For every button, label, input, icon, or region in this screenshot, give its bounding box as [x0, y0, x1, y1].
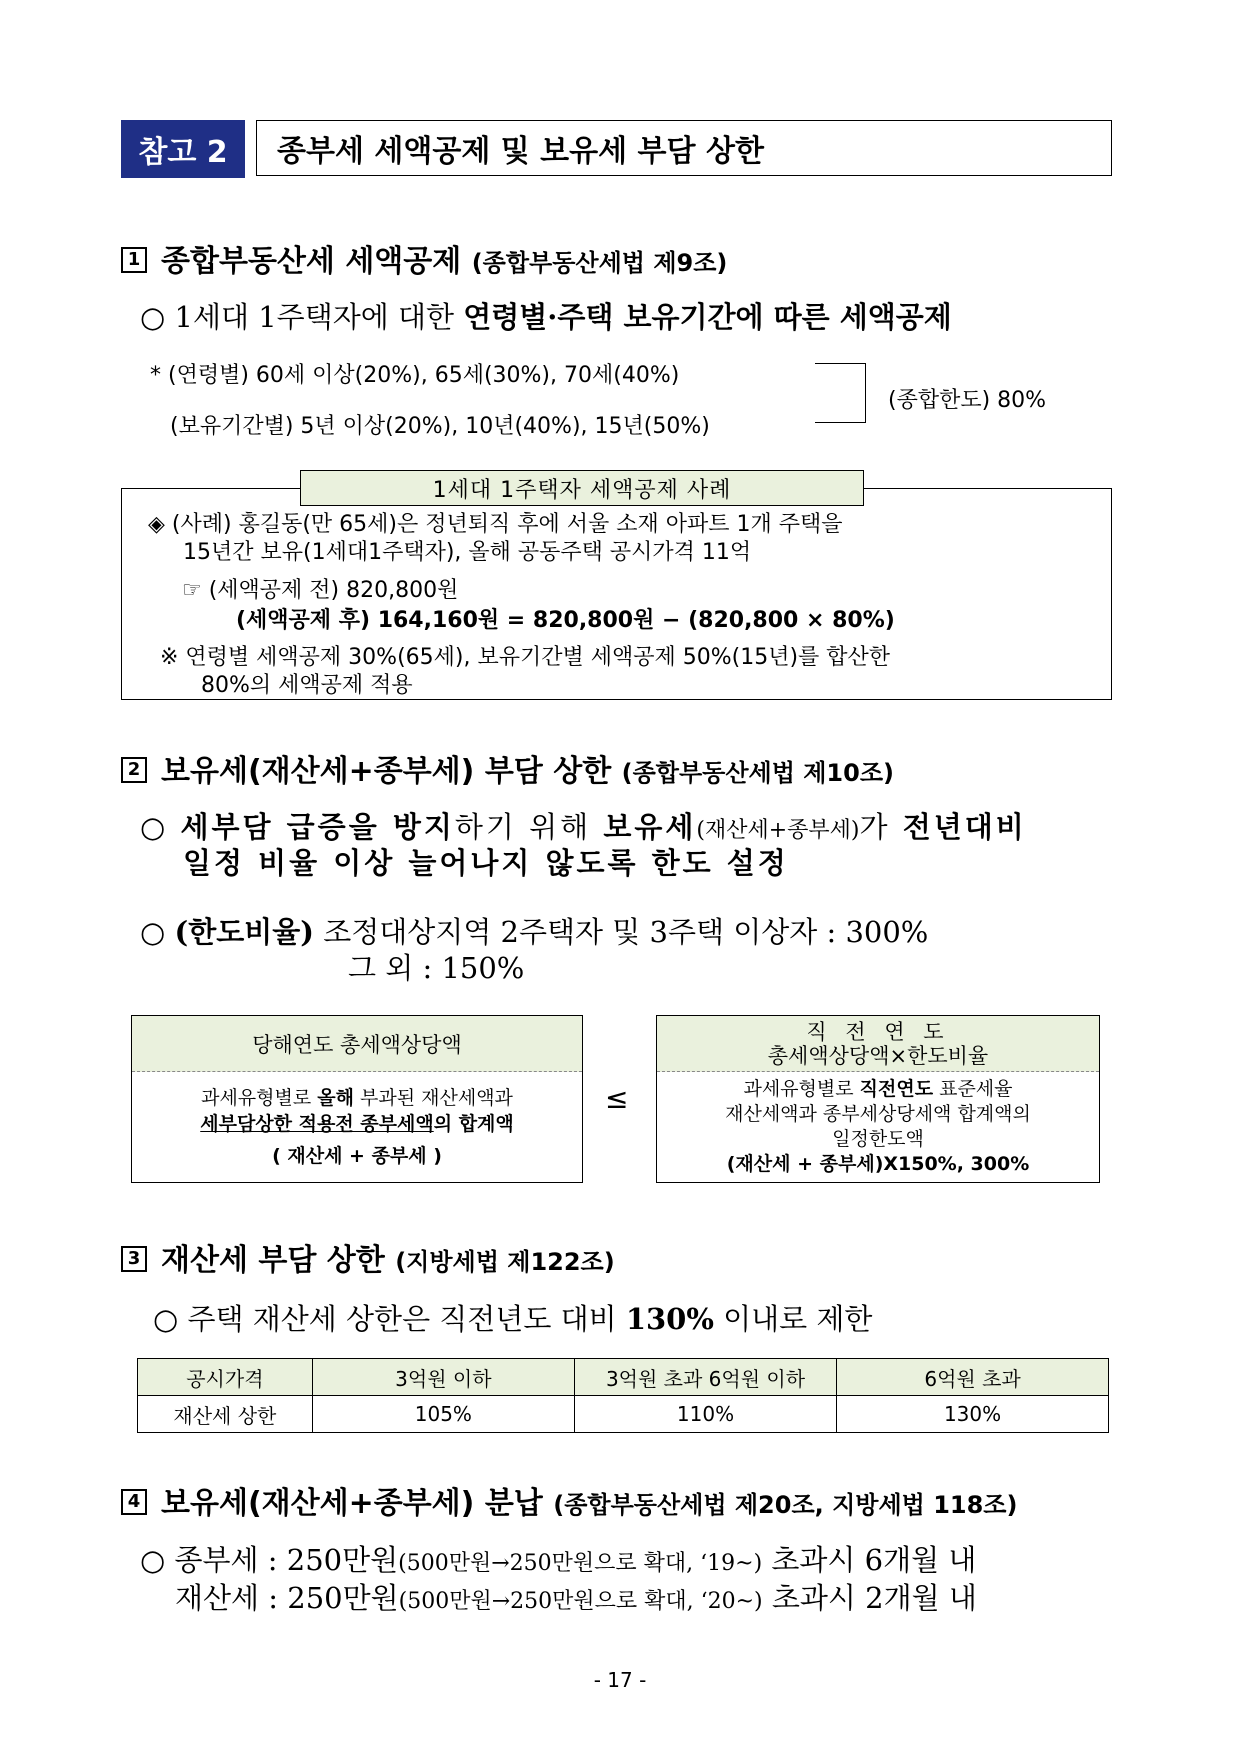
- current-year-line-2: [200, 1111, 514, 1137]
- section-2-heading: [121, 746, 894, 790]
- table-cell: 130%: [837, 1396, 1109, 1433]
- section-4-title: 보유세(재산세+종부세) 분납: [161, 1486, 543, 1521]
- bullet-mark: ○: [140, 810, 169, 844]
- previous-year-line-1: [743, 1077, 1012, 1102]
- section-3-law: (지방세법 제122조): [395, 1248, 615, 1276]
- table-header: 공시가격: [138, 1359, 313, 1396]
- section-4-line-1-a: 종부세 : 250만원: [174, 1543, 399, 1577]
- previous-year-line-2: 재산세액과 종부세상당세액 합계액의: [725, 1103, 1031, 1125]
- property-tax-cap-table: [137, 1358, 1109, 1433]
- section-3-number: 3: [121, 1246, 147, 1272]
- current-year-box: [131, 1015, 583, 1183]
- section-2-bullet-1-line-2: 일정 비율 이상 늘어나지 않도록 한도 설정: [183, 846, 789, 880]
- section-4-line-1-b: (500만원→250만원으로 확대, ‘19~): [398, 1551, 763, 1576]
- example-tag: 1세대 1주택자 세액공제 사례: [300, 470, 864, 506]
- cy-text-e: 의 합계액: [433, 1113, 514, 1135]
- section-1-law: (종합부동산세법 제9조): [471, 249, 728, 277]
- table-cell: 재산세 상한: [138, 1396, 313, 1433]
- section-2-number: 2: [121, 757, 147, 783]
- section-1-bullet: [140, 295, 952, 336]
- bullet-1-part-g: 전년대비: [902, 810, 1027, 844]
- section-1-number: 1: [121, 247, 147, 273]
- limit-ratio-other: 그 외 : 150%: [348, 951, 525, 985]
- current-year-line-3: ( 재산세 + 종부세 ): [272, 1145, 442, 1167]
- note-period: (보유기간별) 5년 이상(20%), 10년(40%), 15년(50%): [170, 414, 710, 439]
- section-1-title: 종합부동산세 세액공제: [161, 244, 462, 279]
- bullet-1-part-f: 가: [859, 810, 903, 844]
- section-4-line-2: [175, 1576, 977, 1617]
- cy-text-a: 과세유형별로: [201, 1087, 318, 1109]
- section-3-title: 재산세 부담 상한: [161, 1243, 385, 1278]
- limit-ratio-text: 조정대상지역 2주택자 및 3주택 이상자 : 300%: [314, 915, 929, 949]
- table-header: 3억원 초과 6억원 이하: [574, 1359, 836, 1396]
- section-4-law: (종합부동산세법 제20조, 지방세법 118조): [553, 1491, 1018, 1519]
- section-3-bullet-c: 이내로 제한: [713, 1302, 873, 1336]
- section-4-line-1: [140, 1538, 976, 1579]
- less-equal-sign: ≤: [605, 1082, 629, 1115]
- previous-year-head: [657, 1016, 1099, 1072]
- example-line-3: ☞ (세액공제 전) 820,800원: [182, 578, 459, 603]
- section-2-bullet-1: [140, 805, 1027, 846]
- cy-text-c: 부과된 재산세액과: [353, 1087, 513, 1109]
- section-1-bullet-text: 1세대 1주택자에 대한: [174, 300, 464, 334]
- section-3-bullet-a: 주택 재산세 상한은 직전년도 대비: [187, 1302, 626, 1336]
- bracket-divider: [815, 363, 866, 423]
- section-3-bullet: [153, 1297, 872, 1338]
- table-row: [138, 1396, 1109, 1433]
- bullet-1-part-b: 방지: [392, 810, 455, 844]
- section-3-heading: [121, 1235, 615, 1279]
- reference-badge: 참고 2: [121, 120, 245, 178]
- section-4-line-2-c: 초과시 2개월 내: [762, 1581, 977, 1615]
- section-4-line-2-b: (500만원→250만원으로 확대, ‘20~): [398, 1589, 763, 1614]
- example-line-1: ◈ (사례) 홍길동(만 65세)은 정년퇴직 후에 서울 소재 아파트 1개 주택을: [148, 512, 843, 537]
- current-year-body: [132, 1072, 582, 1182]
- bullet-mark: ○: [140, 300, 166, 334]
- bullet-1-part-d: 보유세: [603, 810, 697, 844]
- previous-year-body: [657, 1072, 1099, 1182]
- previous-year-head-1: 직 전 연 도: [806, 1019, 950, 1044]
- table-cell: 110%: [574, 1396, 836, 1433]
- bullet-mark: ○: [140, 1543, 166, 1577]
- page-title: 종부세 세액공제 및 보유세 부담 상한: [256, 120, 1112, 176]
- bullet-mark: ○: [153, 1302, 179, 1336]
- bullet-mark: ○: [140, 915, 166, 949]
- table-cell: 105%: [312, 1396, 574, 1433]
- note-age: * (연령별) 60세 이상(20%), 65세(30%), 70세(40%): [150, 363, 680, 388]
- example-line-2: 15년간 보유(1세대1주택자), 올해 공동주택 공시가격 11억: [183, 540, 752, 565]
- py-text-c: 표준세율: [933, 1078, 1013, 1100]
- section-4-number: 4: [121, 1489, 147, 1515]
- page-number: - 17 -: [593, 1668, 647, 1692]
- example-line-5: ※ 연령별 세액공제 30%(65세), 보유기간별 세액공제 50%(15년)를 합산한: [160, 645, 891, 670]
- table-header: 6억원 초과: [837, 1359, 1109, 1396]
- py-text-a: 과세유형별로: [743, 1078, 860, 1100]
- section-1-bullet-bold: 연령별·주택 보유기간에 따른 세액공제: [463, 300, 952, 334]
- bullet-1-part-c: 하기 위해: [454, 810, 604, 844]
- section-2-bullet-2: [140, 910, 928, 951]
- table-header: 3억원 이하: [312, 1359, 574, 1396]
- table-header-row: [138, 1359, 1109, 1396]
- py-text-b: 직전연도: [859, 1078, 934, 1100]
- example-line-4: (세액공제 후) 164,160원 = 820,800원 − (820,800 × 80%): [236, 608, 895, 633]
- example-line-6: 80%의 세액공제 적용: [201, 673, 413, 698]
- cy-text-d: 세부담상한 적용전 종부세액: [200, 1113, 434, 1135]
- section-4-line-1-c: 초과시 6개월 내: [762, 1543, 977, 1577]
- note-limit: (종합한도) 80%: [888, 388, 1047, 413]
- previous-year-head-2: 총세액상당액×한도비율: [767, 1043, 989, 1068]
- section-4-heading: [121, 1478, 1017, 1522]
- cy-text-b: 올해: [317, 1087, 354, 1109]
- section-3-bullet-b: 130%: [625, 1302, 714, 1336]
- section-1-heading: [121, 236, 727, 280]
- section-4-line-2-a: 재산세 : 250만원: [175, 1581, 399, 1615]
- current-year-head: 당해연도 총세액상당액: [132, 1016, 582, 1072]
- previous-year-box: [656, 1015, 1100, 1183]
- limit-ratio-label: (한도비율): [174, 915, 315, 949]
- previous-year-line-3: 일정한도액: [832, 1128, 924, 1150]
- section-2-title: 보유세(재산세+종부세) 부담 상한: [161, 754, 612, 789]
- previous-year-line-4: (재산세 + 종부세)X150%, 300%: [726, 1153, 1030, 1175]
- bullet-1-part-a: 세부담 급증을: [180, 810, 393, 844]
- section-2-law: (종합부동산세법 제10조): [621, 759, 894, 787]
- current-year-line-1: [201, 1085, 513, 1111]
- bullet-1-part-e: (재산세+종부세): [696, 818, 860, 843]
